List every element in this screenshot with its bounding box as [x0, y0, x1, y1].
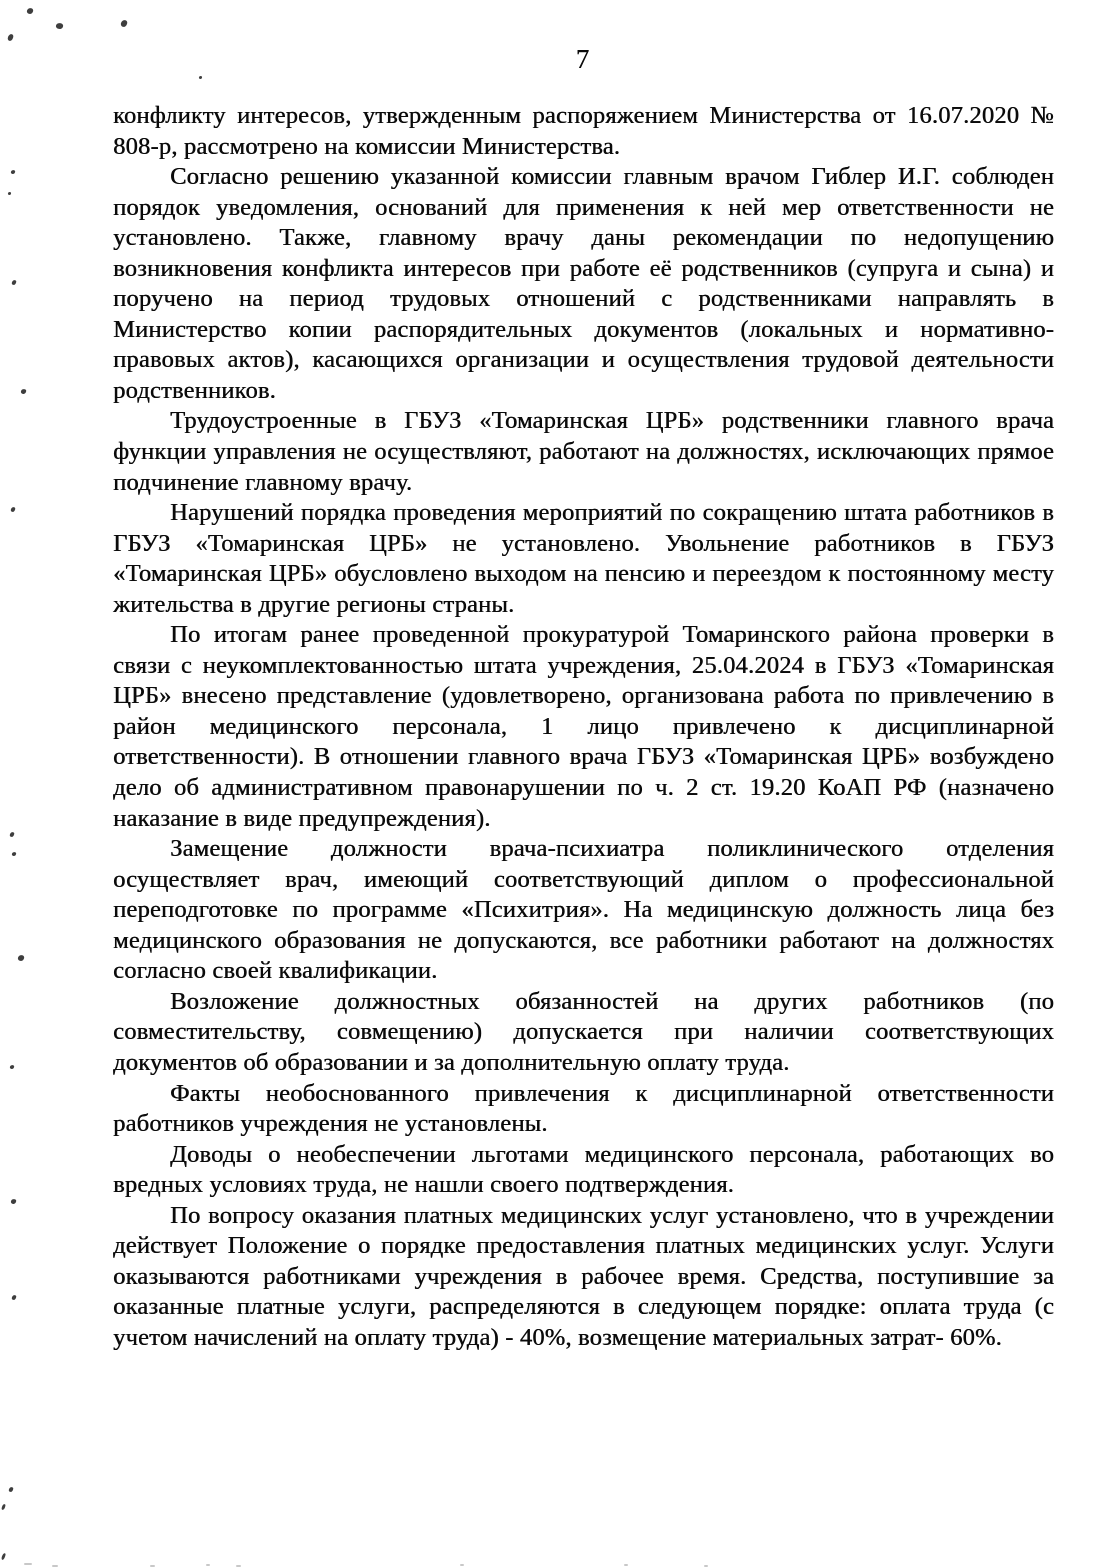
scan-speckle — [236, 1565, 241, 1567]
scan-speckle — [206, 1564, 210, 1566]
scan-speckle — [11, 1295, 16, 1301]
scan-speckle — [55, 22, 64, 30]
scan-speckle — [1, 1504, 6, 1511]
paragraph: Факты необоснованного привлечения к дисциплинарной ответственности работников учреждения не установлены. — [113, 1079, 1054, 1138]
paragraph: Замещение должности врача-психиатра поликлинического отделения осуществляет врач, имеющий соответствующий диплом о профессиональной переподготовке по программе «Психитрия». На медицинскую должность лица без медицинского образования не допускаются, все работники работают на должностях согласно своей квалификации. — [113, 835, 1054, 985]
scan-speckle — [8, 1487, 13, 1493]
scan-speckle — [10, 507, 15, 513]
scan-speckle — [1, 1553, 6, 1561]
scan-speckle — [24, 1563, 32, 1565]
scan-speckle — [9, 832, 14, 838]
paragraph-continuation: конфликту интересов, утвержденным распоряжением Министерства от 16.07.2020 № 808-р, рассмотрено на комиссии Министерства. — [113, 102, 1054, 160]
page-number: 7 — [575, 44, 590, 74]
scan-speckle — [20, 388, 26, 394]
paragraph: Возложение должностных обязанностей на других работников (по совместительству, совмещению) допускается при наличии соответствующих документов об образовании и за дополнительную оплату труда. — [113, 987, 1054, 1076]
scan-speckle — [460, 1564, 464, 1566]
paragraph: Трудоустроенные в ГБУЗ «Томаринская ЦРБ» родственники главного врача функции управления не осуществляют, работают на должностях, исключающих прямое подчинение главному врачу. — [113, 407, 1054, 496]
scan-speckle — [150, 1565, 155, 1567]
scan-speckle — [10, 169, 15, 174]
scan-speckle — [11, 851, 16, 856]
scan-speckle — [17, 954, 25, 962]
scan-speckle — [8, 192, 12, 196]
paragraph: Нарушений порядка проведения мероприятий по сокращению штата работников в ГБУЗ «Томаринская ЦРБ» не установлено. Увольнение работников в ГБУЗ «Томаринская ЦРБ» обусловлено выходом на пенсию и переездом к постоянному месту жительства в другие регионы страны. — [113, 499, 1054, 618]
document-body — [113, 101, 1054, 1353]
scan-speckle — [9, 1064, 14, 1069]
paragraph: Согласно решению указанной комиссии главным врачом Гиблер И.Г. соблюден порядок уведомления, оснований для применения к ней мер ответственности не установлено. Также, главному врачу даны рекомендации по недопущению возникновения конфликта интересов при работе её родственников (супруга и сына) и поручено на период трудовых отношений с родственниками направлять в Министерство копии распорядительных документов (локальных и нормативно-правовых актов), касающихся организации и осуществления трудовой деятельности родственников. — [113, 163, 1054, 404]
scan-speckle — [120, 19, 128, 28]
scan-speckle — [7, 33, 14, 41]
scan-speckle — [10, 1198, 16, 1204]
scan-speckle — [52, 1565, 58, 1567]
scan-speckle — [199, 76, 203, 80]
scan-speckle — [11, 280, 16, 286]
scan-speckle — [26, 7, 34, 15]
paragraph: Доводы о необеспечении льготами медицинского персонала, работающих во вредных условиях труда, не нашли своего подтверждения. — [113, 1140, 1054, 1199]
paragraph: По вопросу оказания платных медицинских услуг установлено, что в учреждении действует Положение о порядке предоставления платных медицинских услуг. Услуги оказываются работниками учреждения в рабочее время. Средства, поступившие за оказанные платные услуги, распределяются в следующем порядке: оплата труда (с учетом начислений на оплату труда) - 40%, возмещение материальных затрат- 60%. — [113, 1201, 1054, 1351]
paragraph: По итогам ранее проведенной прокуратурой Томаринского района проверки в связи с неукомплектованностью штата учреждения, 25.04.2024 в ГБУЗ «Томаринская ЦРБ» внесено представление (удовлетворено, организована работа по привлечению в район медицинского персонала, 1 лицо привлечено к дисциплинарной ответственности). В отношении главного врача ГБУЗ «Томаринская ЦРБ» возбуждено дело об административном правонарушении по ч. 2 ст. 19.20 КоАП РФ (назначено наказание в виде предупреждения). — [113, 621, 1054, 832]
scan-speckle — [704, 1565, 708, 1567]
scan-speckle — [624, 1564, 628, 1566]
